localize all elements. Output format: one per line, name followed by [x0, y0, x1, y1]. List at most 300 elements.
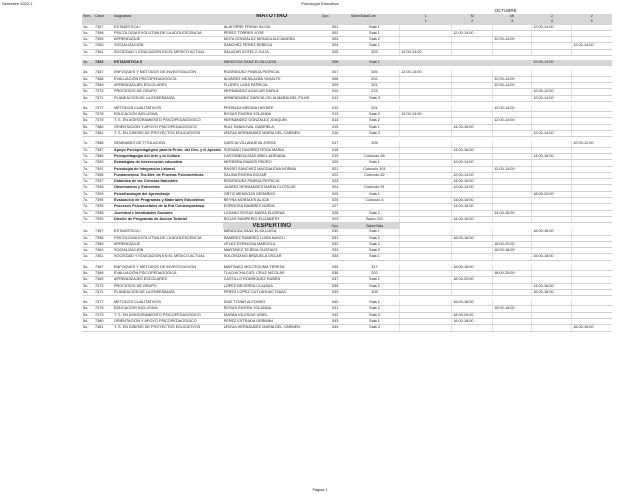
room-cell: Sala 1 [350, 254, 400, 260]
time-slot-cell: 16:00-18:00 [532, 254, 572, 260]
teacher-cell: PÉREZ ESTRADA GERMÁN [223, 319, 321, 325]
room-cell: Sala 2 [350, 241, 400, 247]
clave-cell: 7359 [94, 241, 113, 247]
clave-cell: 7389 [94, 153, 113, 159]
subject-cell: T. S. EN ASESORAMIENTO PSICOPEDAGÓGICO [113, 312, 223, 318]
room-cell: Salón 221 [350, 216, 400, 222]
teacher-cell: RODRÍGUEZ PINEDA PATRICIA [223, 70, 321, 76]
clave-cell: 7391 [94, 166, 113, 172]
semester-cell: 3o. [82, 89, 94, 95]
group-cell: 036 [321, 270, 350, 276]
clave-cell: 7398 [94, 210, 113, 216]
time-slot-cell: 12:00-14:00 [400, 70, 452, 76]
group-cell: 003 [321, 37, 350, 43]
group-cell: 019 [321, 153, 350, 159]
col-header-day-v: V [572, 14, 612, 19]
subject-cell: EDUCACIÓN INCLUSIVA [113, 306, 223, 312]
room-cell: 305 [350, 141, 400, 147]
semester-cell: 3o. [82, 283, 94, 289]
subject-cell: Psicología de Integración Laboral [113, 166, 223, 172]
clave-cell: 7399 [94, 191, 113, 197]
day-number: 3 [493, 19, 532, 24]
time-slot-cell: 14:00-16:00 [532, 153, 572, 159]
clave-cell: 7387 [94, 147, 113, 153]
clave-cell: 7360 [94, 248, 113, 254]
group-cell: 002 [321, 30, 350, 36]
teacher-cell: ÁLVAREZ MEJÍA ALBA YAHALTE [223, 76, 321, 82]
subject-cell: APRENDIZAJE [113, 241, 223, 247]
room-cell: 201 [350, 106, 400, 112]
group-cell: 004 [321, 43, 350, 49]
time-slot-cell: 16:00-18:00 [452, 235, 493, 241]
semester-cell: 1o. [82, 25, 94, 31]
clave-cell: 7370 [94, 89, 113, 95]
room-cell: Sala 3 [350, 312, 400, 318]
room-cell: 202 [350, 270, 400, 276]
group-cell: 010 [321, 89, 350, 95]
time-slot-cell: 12:00-14:00 [493, 82, 532, 88]
col-header-sem: Sem. [82, 14, 94, 19]
subject-cell: T. S. EN ASESORAMIENTO PSICOPEDAGÓGICO [113, 118, 223, 124]
teacher-cell: MARTÍNEZ MOCTEZUMA TERESA [223, 265, 321, 271]
semester-cell: 3o. [82, 82, 94, 88]
subject-cell: Observación y Entrevista [113, 185, 223, 191]
time-slot-cell: 12:00-14:00 [452, 30, 493, 36]
clave-cell: 7381 [94, 131, 113, 137]
room-cell: Sala 1 [350, 124, 400, 130]
clave-cell: 7369 [94, 277, 113, 283]
group-cell: 016 [321, 131, 350, 137]
teacher-cell: LÓPEZ BECERRA CLAUDIA [223, 283, 321, 289]
subject-cell: PLANEACIÓN DE LA ENSEÑANZA [113, 289, 223, 295]
clave-cell: 7396 [94, 172, 113, 178]
clave-cell: 7377 [94, 300, 113, 306]
semester-cell: 3o. [82, 277, 94, 283]
teacher-cell: PEDRAZA MEDINA HAYDÉE [223, 106, 321, 112]
teacher-cell: URZÚA HERNÁNDEZ MARÍA DEL CARMEN [223, 131, 321, 137]
room-cell: Sala 2 [350, 235, 400, 241]
semester-cell: 3o. [82, 265, 94, 271]
room-cell: 223 [350, 89, 400, 95]
subject-cell: Procesos Psicosociales de la Era Contemporánea [113, 204, 223, 210]
group-cell: 041 [321, 306, 350, 312]
time-slot-cell: 16:00-18:00 [532, 229, 572, 235]
subject-cell: PSICOLOGÍA EVOLUTIVA DE LA ADOLESCENCIA [113, 235, 223, 241]
group-cell: 028 [321, 210, 350, 216]
room-cell: Sala 2 [350, 210, 400, 216]
clave-cell: 7380 [94, 319, 113, 325]
subject-cell: Didáctica de las Ciencias Naturales [113, 179, 223, 185]
col-header-clave: Clave [94, 14, 113, 19]
semester-cell: 5o. [82, 112, 94, 118]
group-cell: 024 [321, 185, 350, 191]
time-slot-cell: 16:00-18:00 [493, 306, 532, 312]
time-slot-cell: 16:00-18:00 [532, 289, 572, 295]
group-cell: 009 [321, 82, 350, 88]
semester-cell: 3o. [82, 76, 94, 82]
subject-cell: ENFOQUES Y MÉTODOS DE INVESTIGACIÓN [113, 265, 223, 271]
room-cell: Sala 1 [350, 229, 400, 235]
col-header-salon: Salón/Sala [350, 223, 400, 230]
month-label: OCTUBRE [494, 8, 517, 14]
clave-cell: 7390 [94, 160, 113, 166]
time-slot-cell: 12:00-14:00 [493, 37, 532, 43]
semester-cell: 3o. [82, 70, 94, 76]
semester-cell: 5o. [82, 325, 94, 331]
teacher-cell: SOLORZANO BRIZUELA OSCAR [223, 254, 321, 260]
group-cell: 012 [321, 106, 350, 112]
clave-cell: 7357 [94, 25, 113, 31]
semester-cell: 1o. [82, 49, 94, 55]
semester-cell: 1o. [82, 43, 94, 49]
room-cell: Sala 3 [350, 325, 400, 331]
semester-cell: 7o. [82, 147, 94, 153]
semester-cell: 7o. [82, 210, 94, 216]
teacher-cell: SORIANO RAMÍREZ ROSA MARÍA [223, 147, 321, 153]
time-slot-cell: 12:00-14:00 [400, 49, 452, 55]
teacher-cell: CASTAÑEDA DÍAZ ARIEL ADRIANA [223, 153, 321, 159]
clave-cell: 7399 [94, 216, 113, 222]
group-cell: 014 [321, 118, 350, 124]
clave-cell: 7367 [94, 265, 113, 271]
col-header-salon: Salón/Sala/Cub. [350, 14, 400, 19]
teacher-cell: DURÁN IGLESIAS URIEL [223, 312, 321, 318]
time-slot-cell: 16:00-18:00 [452, 300, 493, 306]
clave-cell: 7379 [94, 118, 113, 124]
schedule-table [82, 8, 612, 332]
group-cell: 026 [321, 198, 350, 204]
group-cell: 033 [321, 248, 350, 254]
time-slot-cell: 12:00-14:00 [493, 166, 532, 172]
semester-cell: 7o. [82, 179, 94, 185]
subject-cell: APRENDIZAJES ESCOLARES [113, 277, 223, 283]
subject-cell: EVALUACIÓN PSICOPEDAGÓGICA [113, 270, 223, 276]
teacher-cell: DÍAZ TOVAR ALFONSO [223, 300, 321, 306]
time-slot-cell: 18:00-20:00 [452, 277, 493, 283]
subject-cell: ESTADÍSTICA I [113, 229, 223, 235]
time-slot-cell: 10:00-12:00 [572, 141, 612, 147]
semester-cell: 5o. [82, 319, 94, 325]
group-cell: 035 [321, 265, 350, 271]
time-slot-cell: 12:00-14:00 [532, 131, 572, 137]
time-slot-cell: 12:00-14:00 [400, 112, 452, 118]
time-slot-cell: 10:00-12:00 [532, 89, 572, 95]
time-slot-cell: 12:00-14:00 [532, 60, 572, 66]
semester-cell: 5o. [82, 300, 94, 306]
col-header-gpo: Gpo. [321, 223, 350, 230]
group-cell: 011 [321, 95, 350, 101]
time-slot-cell: 14:00-16:00 [452, 179, 493, 185]
semester-cell: 5o. [82, 106, 94, 112]
group-cell: 038 [321, 283, 350, 289]
teacher-cell: LOZANO ROSAS MARÍA EUGENIA [223, 210, 321, 216]
group-cell: 040 [321, 300, 350, 306]
clave-cell: 7360 [94, 43, 113, 49]
clave-cell: 7397 [94, 179, 113, 185]
room-cell: Sala 1 [350, 160, 400, 166]
room-cell: Sala 1 [350, 43, 400, 49]
group-cell: 037 [321, 277, 350, 283]
group-cell: 027 [321, 204, 350, 210]
subject-cell: T. S. EN DISEÑO DE PROYECTOS EDUCATIVOS [113, 325, 223, 331]
room-cell: Sala 1 [350, 277, 400, 283]
semester-cell: 1o. [82, 235, 94, 241]
subject-cell: SOCIALIZACIÓN [113, 43, 223, 49]
clave-cell: 7378 [94, 306, 113, 312]
clave-cell: 7369 [94, 82, 113, 88]
room-cell: 305 [350, 70, 400, 76]
semester-cell: 1o. [82, 229, 94, 235]
time-slot-cell: 16:00-18:00 [572, 325, 612, 331]
semester-cell: 7o. [82, 216, 94, 222]
room-cell: Sala 1 [350, 25, 400, 31]
col-header-day-l: L [400, 14, 452, 19]
teacher-cell: HERRERA RAMOS PEDRO [223, 160, 321, 166]
teacher-cell: MENDOZA SANZ ELSA LUISA [223, 60, 321, 66]
subject-cell: ORIENTACIÓN Y APOYO PSICOPEDAGÓGICO [113, 124, 223, 130]
teacher-cell: ESPINOSA RAMÍREZ NOEMÍ [223, 204, 321, 210]
subject-cell: MÉTODOS CUALITATIVOS [113, 300, 223, 306]
clave-cell: 7368 [94, 76, 113, 82]
room-cell: Sala 1 [350, 191, 400, 197]
clave-cell: 7381 [94, 325, 113, 331]
time-slot-cell: 12:00-14:00 [452, 160, 493, 166]
semester-cell: 5o. [82, 118, 94, 124]
subject-cell: Apoyo Psicopedagógico para la Prom. del Des. y el Aprend. [114, 147, 222, 152]
teacher-cell: SALINA RIVERA EDGAR [223, 172, 321, 178]
teacher-cell: RAMÍREZ RAMÍREZ LUISA NAYELI [223, 235, 321, 241]
teacher-cell: ORTIZ MENDOZA GERARDO [223, 191, 321, 197]
clave-cell: 7377 [94, 106, 113, 112]
clave-cell: 7361 [94, 49, 113, 55]
clave-cell: 7371 [94, 95, 113, 101]
teacher-cell: JUÁREZ HERNÁNDEZ MARÍA CLOTILDE [223, 185, 321, 191]
time-slot-cell: 14:00-16:00 [452, 147, 493, 153]
subject-cell: ESTADÍSTICA I [113, 25, 223, 31]
subject-cell: PROCESOS DE GRUPO [113, 283, 223, 289]
subject-cell: SOCIALIZACIÓN [113, 248, 223, 254]
group-cell: 001 [321, 25, 350, 31]
room-cell: Sala 2 [350, 118, 400, 124]
teacher-cell: SALAZAR SOTELO JULIA [223, 49, 321, 55]
semester-cell: 1o. [82, 241, 94, 247]
room-cell: Cubículo 3 [350, 198, 400, 204]
room-cell: Sala 2 [350, 37, 400, 43]
shift-title-matutino: MATUTINO [223, 14, 321, 19]
time-slot-cell: 14:00-16:00 [452, 204, 493, 210]
time-slot-cell: 12:00-14:00 [532, 25, 572, 31]
teacher-cell: MARTÍNEZ TEJEDA GUSTAVO [223, 248, 321, 254]
teacher-cell: HERNÁNDEZ AGUILAR DARLA [223, 89, 321, 95]
teacher-cell: PÉREZ LÓPEZ CUTLÁHUAC ISAAC [223, 289, 321, 295]
semester-cell: 5o. [82, 306, 94, 312]
group-cell: 034 [321, 254, 350, 260]
group-cell: 005 [321, 49, 350, 55]
teacher-cell: FLORES LARA PATRICIA [223, 82, 321, 88]
col-header-asignatura: Asignatura [113, 14, 223, 19]
clave-cell: 7395 [94, 204, 113, 210]
room-cell: Cubículo 68 [350, 153, 400, 159]
group-cell: 017 [321, 141, 350, 147]
day-number: 4 [532, 19, 572, 24]
subject-cell: Juventud e Identidades Sociales [113, 210, 223, 216]
time-slot-cell [493, 325, 532, 331]
group-cell: 031 [321, 235, 350, 241]
group-cell: 006 [321, 60, 350, 66]
teacher-cell: ARMENDÁRIZ GARCÍA CELIA MARÍA DEL PILAR [223, 95, 321, 101]
day-number: 1 [400, 19, 452, 24]
semester-cell: 7o. [82, 198, 94, 204]
subject-cell: PLANEACIÓN DE LA ENSEÑANZA [113, 95, 223, 101]
room-cell: 303 [350, 49, 400, 55]
time-slot-cell: 18:00-20:00 [493, 270, 532, 276]
semester-cell: 5o. [82, 124, 94, 130]
subject-cell: SEMINARIO DE TITULACIÓN [113, 141, 223, 147]
teacher-cell: RASSO SÁNCHEZ MAGDALENA NORMA [223, 166, 321, 172]
teacher-cell: VÉLEZ ESPINOSA MARCELA [223, 241, 321, 247]
semester-cell: 3o. [82, 270, 94, 276]
semester-cell: 3o. [82, 95, 94, 101]
semester-cell: 1o. [82, 37, 94, 43]
time-slot-cell: 14:00-16:00 [452, 216, 493, 222]
group-cell: 032 [321, 241, 350, 247]
teacher-cell: SÁNCHEZ PÉREZ REBECA [223, 43, 321, 49]
time-slot-cell: 12:00-14:00 [532, 95, 572, 101]
room-cell: Sala 1 [350, 60, 400, 66]
clave-cell: 7380 [94, 124, 113, 130]
time-slot-cell: 12:00-14:00 [493, 76, 532, 82]
subject-cell: EVALUACIÓN PSICOPEDAGÓGICA [113, 76, 223, 82]
room-cell: Cubículo 91 [350, 185, 400, 191]
program-title: Psicología Educativa [301, 1, 339, 6]
clave-cell: 7370 [94, 283, 113, 289]
col-header-day-mi: Mi [493, 14, 532, 19]
room-cell: Sala 1 [350, 30, 400, 36]
group-cell: 023 [321, 179, 350, 185]
time-slot-cell: 12:00-14:00 [452, 172, 493, 178]
shift-title-vespertino: VESPERTINO [223, 223, 321, 230]
group-cell: 007 [321, 70, 350, 76]
subject-cell: APRENDIZAJE [113, 37, 223, 43]
clave-cell: 7379 [94, 312, 113, 318]
group-cell: 030 [321, 229, 350, 235]
group-cell: 008 [321, 76, 350, 82]
semester-cell: 7o. [82, 160, 94, 166]
clave-cell: 7367 [94, 70, 113, 76]
room-cell: Sala 2 [350, 112, 400, 118]
teacher-cell: ALATORRE FRENK SILVIA [223, 25, 321, 31]
time-slot-cell: 14:00-16:00 [493, 210, 532, 216]
time-slot-cell: 12:00-14:00 [493, 106, 532, 112]
teacher-cell: ROSAS RIVERA YOLANDA [223, 306, 321, 312]
clave-cell: 7368 [94, 270, 113, 276]
subject-cell: SOCIEDAD Y EDUCACIÓN EN EL MÉXICO ACTUAL [113, 254, 223, 260]
subject-cell: MÉTODOS CUALITATIVOS [113, 106, 223, 112]
teacher-cell: GARCÍA VILLANUEVA JORGE [223, 141, 321, 147]
semester-cell: 1o. [82, 254, 94, 260]
room-cell: Sala 2 [350, 300, 400, 306]
group-cell: 025 [321, 191, 350, 197]
teacher-cell: TLACHICHILCATL CRUZ NICOLÁS [223, 270, 321, 276]
group-cell: 043 [321, 319, 350, 325]
room-cell: 305 [350, 289, 400, 295]
col-header-gpo: Gpo. [321, 14, 350, 19]
group-cell: 021 [321, 166, 350, 172]
room-cell: Sala 3 [350, 131, 400, 137]
time-slot-cell [400, 325, 452, 331]
teacher-cell: RUIZ SANDOVAL GABRIELA [223, 124, 321, 130]
clave-cell: 7359 [94, 37, 113, 43]
clave-cell: 7398 [94, 185, 113, 191]
semester-cell: 3o. [82, 60, 94, 66]
semester-cell: 5o. [82, 312, 94, 318]
subject-cell: ESTADÍSTICA II [113, 60, 223, 66]
clave-cell: 7358 [94, 30, 113, 36]
time-slot-cell: 16:00-18:00 [452, 265, 493, 271]
semester-cell: 5o. [82, 131, 94, 137]
semester-cell: 7o. [82, 191, 94, 197]
group-cell: 044 [321, 325, 350, 331]
group-cell: 042 [321, 312, 350, 318]
time-slot-cell: 12:00-14:00 [572, 43, 612, 49]
room-cell: 202 [350, 76, 400, 82]
time-slot-cell: 16:00-18:00 [493, 248, 532, 254]
schedule-row [82, 325, 612, 331]
subject-cell: ENFOQUES Y MÉTODOS DE INVESTIGACIÓN [113, 70, 223, 76]
semester-cell: 7o. [82, 166, 94, 172]
clave-cell: 7358 [94, 235, 113, 241]
time-slot-cell: 14:00-16:00 [532, 283, 572, 289]
room-cell: Sala 1 [350, 319, 400, 325]
day-number: 5 [572, 19, 612, 24]
semester-cell: 7o. [82, 153, 94, 159]
clave-cell: 7361 [94, 254, 113, 260]
semester-cell: 7o. [82, 185, 94, 191]
group-cell: 020 [321, 160, 350, 166]
time-slot-cell: 16:00-18:00 [452, 319, 493, 325]
subject-cell: Estrategias de intervención educativa [113, 160, 223, 166]
time-slot-cell: 18:00-20:00 [532, 191, 572, 197]
group-cell: 018 [321, 147, 350, 153]
room-cell: Sala 2 [350, 306, 400, 312]
subject-cell: Psicofisiología del Aprendizaje [113, 191, 223, 197]
time-slot-cell [532, 325, 572, 331]
room-cell: Sala 3 [350, 248, 400, 254]
subject-cell: Fundamentos Teó-Met. de Pruebas Psicométricas [113, 172, 223, 178]
subject-cell: APRENDIZAJES ESCOLARES [113, 82, 223, 88]
teacher-cell: RODRÍGUEZ PINEDA PATRICIA [223, 179, 321, 185]
subject-cell: Evaluación de Programas y Materiales Educativos [113, 198, 223, 204]
room-cell: 317 [350, 265, 400, 271]
room-cell: Cubículo 82 [350, 172, 400, 178]
col-header-day-j: J [532, 14, 572, 19]
page-footer: Página 1 [312, 488, 328, 492]
time-slot-cell: 18:00-20:00 [452, 312, 493, 318]
semester-cell: 1o. [82, 248, 94, 254]
room-cell: 301 [350, 82, 400, 88]
subject-cell: ORIENTACIÓN Y APOYO PSICOPEDAGÓGICO [113, 319, 223, 325]
teacher-cell: PÉREZ TORRES JOSÉ [223, 30, 321, 36]
semester-cell: 7o. [82, 141, 94, 147]
teacher-cell: REYNA MORALES ALICIA [223, 198, 321, 204]
semester-cell: 7o. [82, 204, 94, 210]
clave-cell: 7362 [94, 60, 113, 66]
group-cell: 015 [321, 124, 350, 130]
subject-cell: PSICOLOGÍA EVOLUTIVA DE LA ADOLESCENCIA [113, 30, 223, 36]
teacher-cell: MENDOZA SANZ ELSA LUISA [223, 229, 321, 235]
clave-cell: 7378 [94, 112, 113, 118]
clave-cell: 7394 [94, 198, 113, 204]
